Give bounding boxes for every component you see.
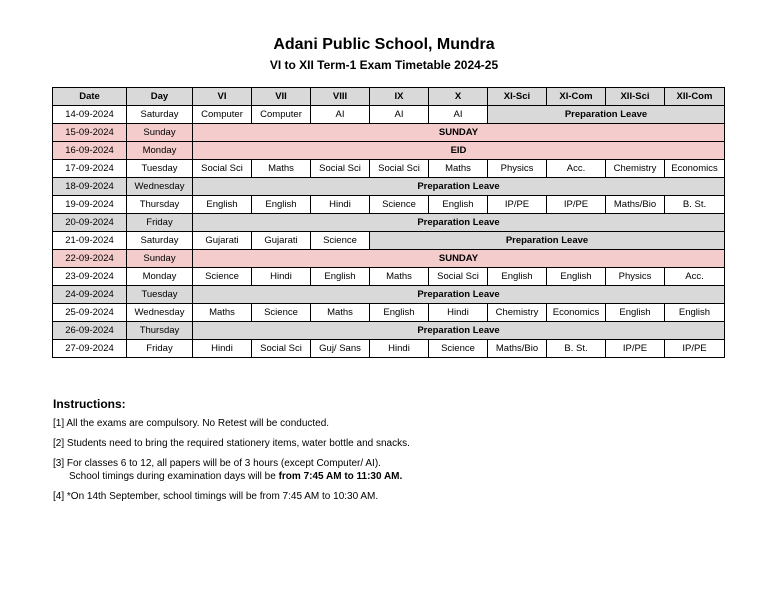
day-cell: Monday [127, 268, 193, 286]
subject-cell: Gujarati [193, 232, 252, 250]
day-cell: Saturday [127, 232, 193, 250]
column-header: X [429, 88, 488, 106]
subject-cell: Social Sci [429, 268, 488, 286]
subject-cell: Maths [370, 268, 429, 286]
subject-cell: B. St. [547, 340, 606, 358]
day-cell: Friday [127, 340, 193, 358]
subject-cell: AI [370, 106, 429, 124]
subject-cell: Hindi [429, 304, 488, 322]
subject-cell: Maths [429, 160, 488, 178]
subject-cell: Gujarati [252, 232, 311, 250]
date-cell: 24-09-2024 [53, 286, 127, 304]
table-row [53, 286, 725, 304]
subject-cell: Physics [488, 160, 547, 178]
instruction-item-2: [2] Students need to bring the required stationery items, water bottle and snacks. [53, 438, 410, 449]
column-header: VIII [311, 88, 370, 106]
column-header: VI [193, 88, 252, 106]
table-row [53, 124, 725, 142]
column-header: XII-Sci [606, 88, 665, 106]
preparation-leave-banner: Preparation Leave [488, 106, 725, 124]
column-header: Day [127, 88, 193, 106]
date-cell: 21-09-2024 [53, 232, 127, 250]
subject-cell: IP/PE [488, 196, 547, 214]
school-title: Adani Public School, Mundra [273, 36, 495, 53]
subject-cell: Maths [311, 304, 370, 322]
preparation-leave-banner: Preparation Leave [193, 214, 725, 232]
instruction-item-1: [1] All the exams are compulsory. No Retest will be conducted. [53, 418, 330, 429]
day-cell: Saturday [127, 106, 193, 124]
subject-cell: English [547, 268, 606, 286]
date-cell: 26-09-2024 [53, 322, 127, 340]
subject-cell: IP/PE [547, 196, 606, 214]
subject-cell: English [429, 196, 488, 214]
subject-cell: Social Sci [193, 160, 252, 178]
holiday-banner: SUNDAY [193, 124, 725, 142]
subject-cell: English [252, 196, 311, 214]
day-cell: Thursday [127, 196, 193, 214]
holiday-banner: SUNDAY [193, 250, 725, 268]
table-row [53, 142, 725, 160]
subject-cell: English [488, 268, 547, 286]
subject-cell: IP/PE [665, 340, 725, 358]
holiday-banner: EID [193, 142, 725, 160]
subject-cell: Computer [193, 106, 252, 124]
day-cell: Wednesday [127, 178, 193, 196]
school-timing-text: School timings during examination days will be [69, 471, 279, 482]
subject-cell: Guj/ Sans [311, 340, 370, 358]
table-row [53, 214, 725, 232]
subject-cell: Chemistry [488, 304, 547, 322]
preparation-leave-banner: Preparation Leave [193, 286, 725, 304]
table-row [53, 304, 725, 322]
preparation-leave-banner: Preparation Leave [193, 178, 725, 196]
subject-cell: Social Sci [311, 160, 370, 178]
subject-cell: Hindi [311, 196, 370, 214]
subject-cell: Acc. [665, 268, 725, 286]
date-cell: 19-09-2024 [53, 196, 127, 214]
subject-cell: Computer [252, 106, 311, 124]
subject-cell: AI [311, 106, 370, 124]
subject-cell: Maths [193, 304, 252, 322]
exam-timetable [52, 87, 725, 358]
subject-cell: Social Sci [252, 340, 311, 358]
subject-cell: Maths [252, 160, 311, 178]
instruction-item-3 [53, 457, 733, 483]
day-cell: Friday [127, 214, 193, 232]
subject-cell: Hindi [193, 340, 252, 358]
table-row [53, 268, 725, 286]
subject-cell: AI [429, 106, 488, 124]
subject-cell: Maths/Bio [488, 340, 547, 358]
date-cell: 14-09-2024 [53, 106, 127, 124]
date-cell: 22-09-2024 [53, 250, 127, 268]
subject-cell: English [606, 304, 665, 322]
day-cell: Monday [127, 142, 193, 160]
school-timing-hours: from 7:45 AM to 11:30 AM. [278, 471, 403, 482]
instruction-item-3-line1: [3] For classes 6 to 12, all papers will be of 3 hours (except Computer/ AI). [53, 458, 381, 469]
column-header: VII [252, 88, 311, 106]
date-cell: 27-09-2024 [53, 340, 127, 358]
date-cell: 23-09-2024 [53, 268, 127, 286]
instructions-heading: Instructions: [53, 397, 126, 411]
day-cell: Thursday [127, 322, 193, 340]
subject-cell: Hindi [252, 268, 311, 286]
subject-cell: Economics [665, 160, 725, 178]
table-row [53, 232, 725, 250]
subject-cell: IP/PE [606, 340, 665, 358]
table-row [53, 106, 725, 124]
date-cell: 16-09-2024 [53, 142, 127, 160]
subject-cell: Acc. [547, 160, 606, 178]
date-cell: 17-09-2024 [53, 160, 127, 178]
instruction-item-3-line2 [53, 470, 733, 483]
date-cell: 20-09-2024 [53, 214, 127, 232]
preparation-leave-banner: Preparation Leave [370, 232, 725, 250]
instructions-section [53, 397, 733, 510]
table-row [53, 160, 725, 178]
subject-cell: Physics [606, 268, 665, 286]
subject-cell: Science [370, 196, 429, 214]
day-cell: Sunday [127, 250, 193, 268]
column-header: Date [53, 88, 127, 106]
day-cell: Wednesday [127, 304, 193, 322]
subject-cell: Maths/Bio [606, 196, 665, 214]
subject-cell: Science [429, 340, 488, 358]
subject-cell: Social Sci [370, 160, 429, 178]
header-row [53, 88, 725, 106]
subject-cell: Science [193, 268, 252, 286]
date-cell: 15-09-2024 [53, 124, 127, 142]
subject-cell: Science [252, 304, 311, 322]
day-cell: Sunday [127, 124, 193, 142]
column-header: IX [370, 88, 429, 106]
day-cell: Tuesday [127, 160, 193, 178]
table-row [53, 178, 725, 196]
date-cell: 18-09-2024 [53, 178, 127, 196]
subject-cell: Hindi [370, 340, 429, 358]
day-cell: Tuesday [127, 286, 193, 304]
subject-cell: English [665, 304, 725, 322]
column-header: XI-Sci [488, 88, 547, 106]
column-header: XI-Com [547, 88, 606, 106]
subject-cell: English [193, 196, 252, 214]
instruction-item-4: [4] *On 14th September, school timings will be from 7:45 AM to 10:30 AM. [53, 491, 379, 502]
timetable-subtitle: VI to XII Term-1 Exam Timetable 2024-25 [269, 58, 499, 72]
subject-cell: Chemistry [606, 160, 665, 178]
table-row [53, 322, 725, 340]
subject-cell: Science [311, 232, 370, 250]
table-row [53, 340, 725, 358]
subject-cell: English [311, 268, 370, 286]
table-row [53, 196, 725, 214]
preparation-leave-banner: Preparation Leave [193, 322, 725, 340]
date-cell: 25-09-2024 [53, 304, 127, 322]
table-row [53, 250, 725, 268]
subject-cell: English [370, 304, 429, 322]
subject-cell: B. St. [665, 196, 725, 214]
subject-cell: Economics [547, 304, 606, 322]
column-header: XII-Com [665, 88, 725, 106]
